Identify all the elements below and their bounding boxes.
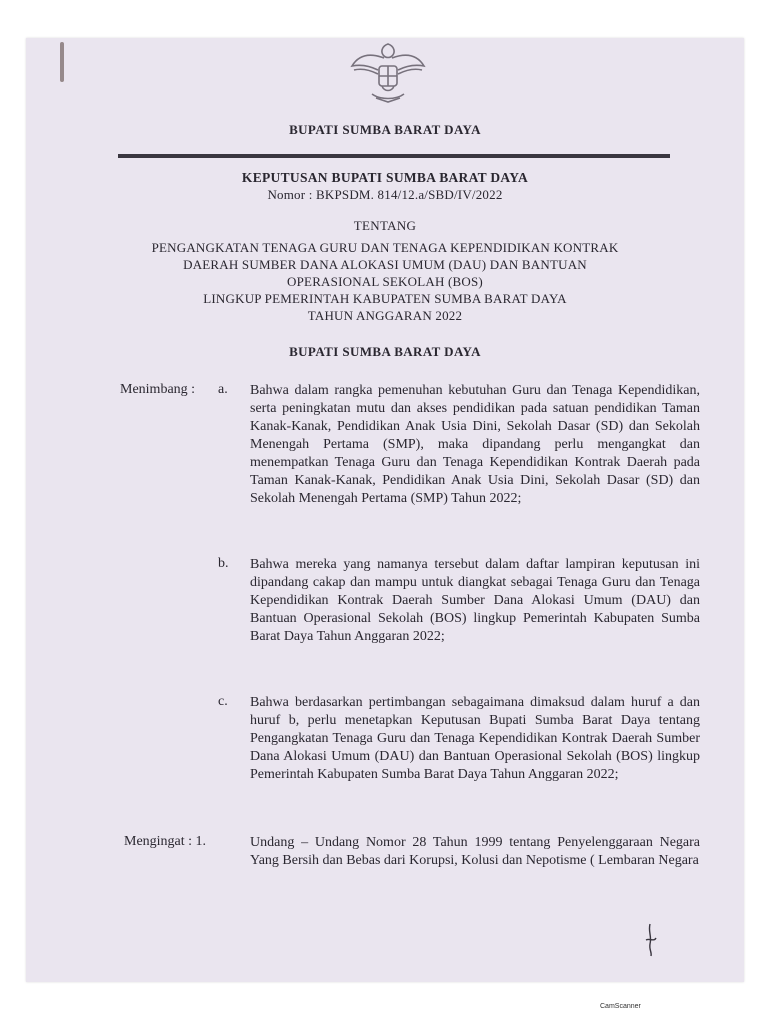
regent-title: BUPATI SUMBA BARAT DAYA [289,122,481,137]
document-page [26,38,744,982]
remembering-item-1: Undang – Undang Nomor 28 Tahun 1999 tentang Penyelenggaraan Negara Yang Bersih dan Bebas dari Korupsi, Kolusi dan Nepotisme ( Lembaran Negara [250,835,700,868]
subject-line: TAHUN ANGGARAN 2022 [307,308,463,323]
decree-title: KEPUTUSAN BUPATI SUMBA BARAT DAYA [241,170,529,185]
header-divider [118,154,670,158]
subject-line: LINGKUP PEMERINTAH KABUPATEN SUMBA BARAT DAYA [203,291,567,306]
item-marker: a. [218,382,228,397]
considering-item-c: Bahwa berdasarkan pertimbangan sebagaimana dimaksud dalam huruf a dan huruf b, perlu menetapkan Keputusan Bupati Sumba Barat Daya tentang Pengangkatan Tenaga Guru dan Tenaga Kependidikan Kontrak Daerah Sumber Dana Alokasi Umum (DAU) dan Bantuan Operasional Sekolah (BOS) lingkup Pemerintah Kabupaten Sumba Barat Daya Tahun Anggaran 2022; [250,695,700,782]
subject-line: DAERAH SUMBER DANA ALOKASI UMUM (DAU) DAN BANTUAN [183,257,587,272]
item-marker: c. [218,694,228,709]
considering-item-b: Bahwa mereka yang namanya tersebut dalam daftar lampiran keputusan ini dipandang cakap dan mampu untuk diangkat sebagai Tenaga Guru dan Tenaga Kependidikan Kontrak Daerah Sumber Dana Alokasi Umum (DAU) dan Bantuan Operasional Sekolah (BOS) lingkup Pemerintah Kabupaten Sumba Barat Daya Tahun Anggaran 2022; [250,557,700,644]
authority-title: BUPATI SUMBA BARAT DAYA [289,344,481,359]
item-marker: b. [218,556,229,571]
considering-item-a: Bahwa dalam rangka pemenuhan kebutuhan Guru dan Tenaga Kependidikan, serta peningkatan mutu dan akses pendidikan pada satuan pendidikan Taman Kanak-Kanak, Pendidikan Anak Usia Dini, Sekolah Dasar (SD) dan Sekolah Menengah Pertama (SMP), maka dipandang perlu mengangkat dan menempatkan Tenaga Guru dan Tenaga Kependidikan Kontrak Daerah pada Taman Kanak-Kanak, Pendidikan Anak Usia Dini, Sekolah Dasar (SD) dan Sekolah Menengah Pertama (SMP) Tahun 2022; [250,383,700,506]
about-label: TENTANG [353,218,417,233]
subject-line: PENGANGKATAN TENAGA GURU DAN TENAGA KEPENDIDIKAN KONTRAK [151,240,619,255]
decree-number: Nomor : BKPSDM. 814/12.a/SBD/IV/2022 [267,187,503,202]
garuda-emblem-icon [348,38,428,104]
subject-line: OPERASIONAL SEKOLAH (BOS) [287,274,483,289]
remembering-label: Mengingat : 1. [124,834,207,849]
considering-label: Menimbang : [120,382,196,397]
paper-edge-mark [60,42,64,82]
signature-mark [642,922,660,958]
scanner-watermark: CamScanner [600,1003,641,1010]
